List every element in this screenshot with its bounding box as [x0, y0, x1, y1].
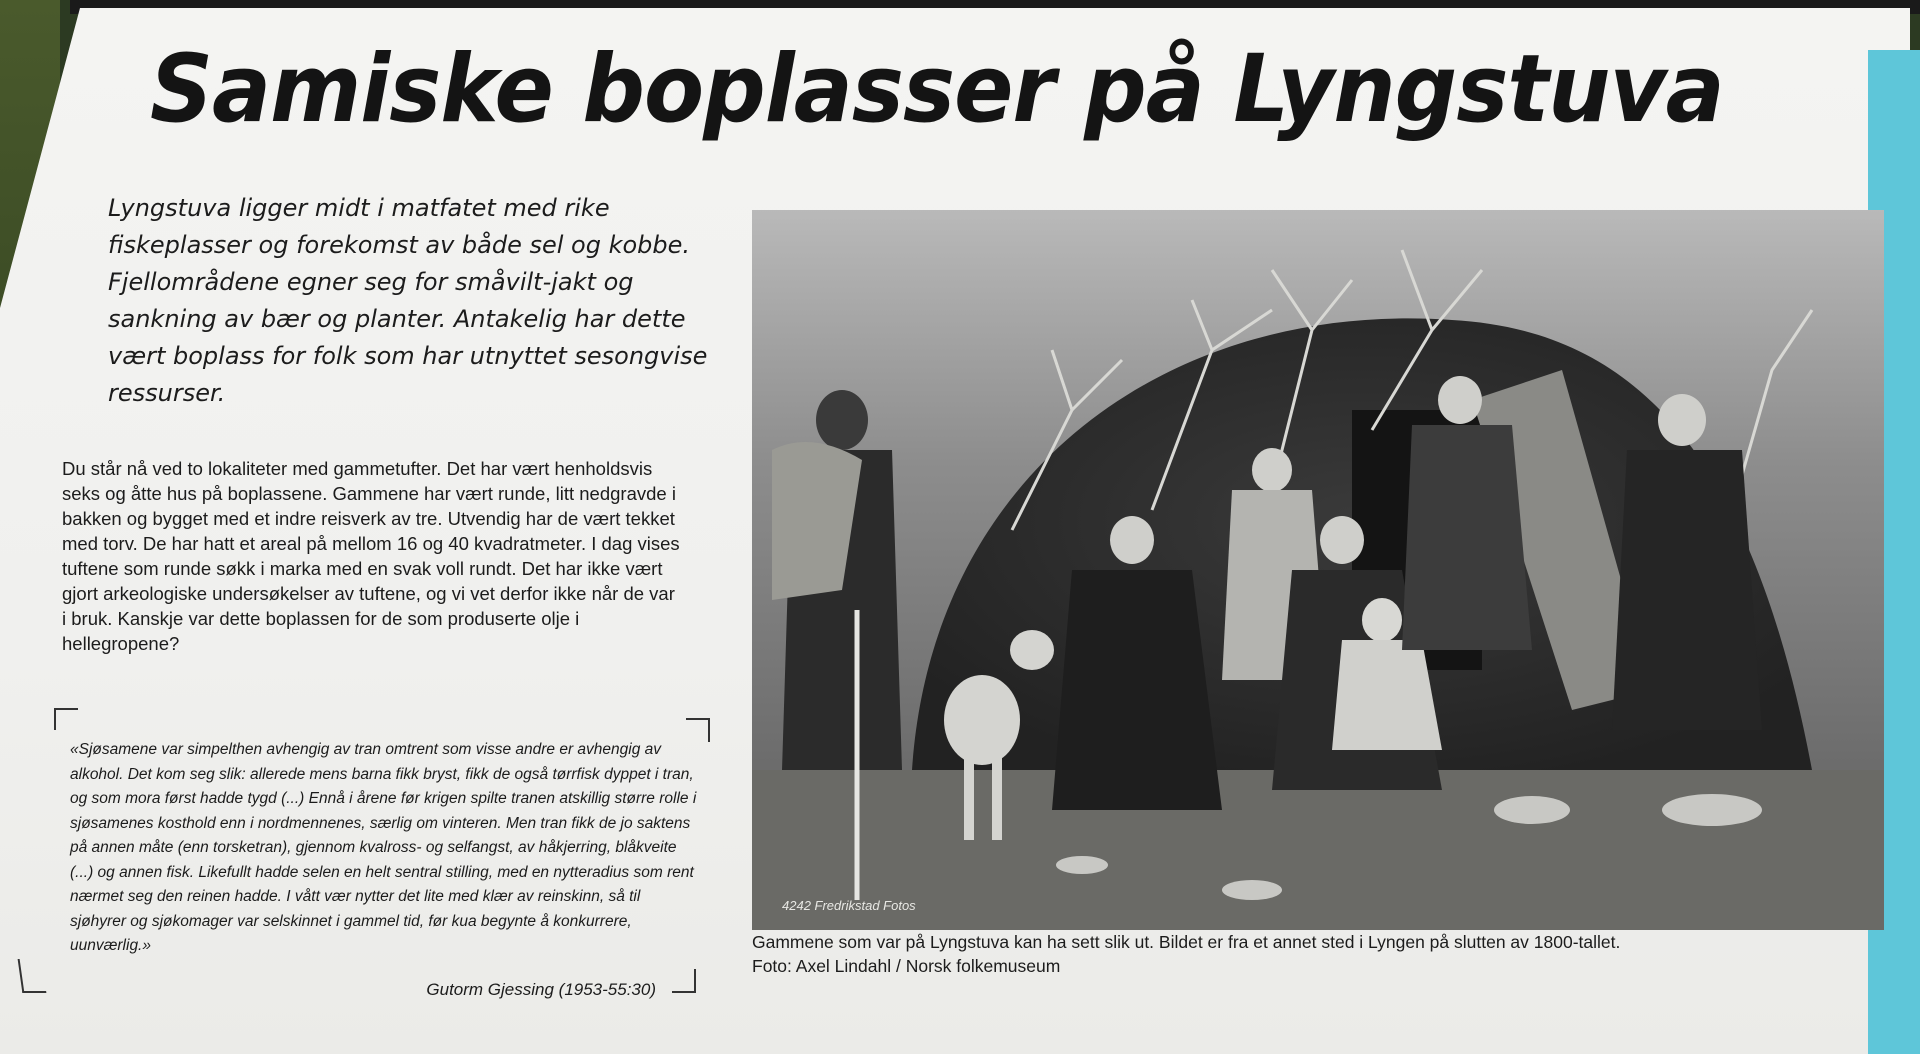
caption-line-2: Foto: Axel Lindahl / Norsk folkemuseum [752, 956, 1061, 976]
quote-box [20, 708, 710, 999]
quote-author: Gutorm Gjessing (1953-55:30) [426, 980, 656, 999]
photo-archive-label: 4242 Fredrikstad Fotos [782, 898, 916, 913]
quote-text: «Sjøsamene var simpelthen avhengig av tran omtrent som visse andre er avhengig av alkohol. Det kom seg slik: allerede mens barna fikk bryst, fikk de også tørrfisk dyppet i tran, og som mora først hadde tygd (...) Ennå i årene før krigen spilte tranen atskillig større rolle i sjøsamenes kosthold enn i nordmennenes, særlig om vinteren. Men tran fikk de jo saktens på annen måte (enn torsketran), gjennom kvalross- og selfangst, av håkjerring, blåkveite (...) og annen fisk. Likefullt hadde selen en helt sentral stilling, med en nytteradius som rent nærmet seg den reinen hadde. I vått vær nytter det lite med klær av reinskinn, så til sjøhyrer og sjøkomager var selskinnet i gammel tid, før kua begynte å konkurrere, uunværlig.» [70, 741, 697, 954]
intro-paragraph: Lyngstuva ligger midt i matfatet med rike fiskeplasser og forekomst av både sel og kobbe. Fjellområdene egner seg for småvilt-jakt og sankning av bær og planter. Antakelig har dette vært boplass for folk som har utnyttet sesongvise ressurser. [108, 194, 708, 407]
caption-line-1: Gammene som var på Lyngstuva kan ha sett slik ut. Bildet er fra et annet sted i Lyngen på slutten av 1800-tallet. [752, 932, 1621, 952]
sign-title: Samiske boplasser på Lyngstuva [150, 35, 1724, 144]
quote-bracket-bottom-left [18, 959, 47, 993]
quote-bracket-bottom-right [672, 969, 696, 993]
photo-illustration [752, 210, 1884, 930]
historic-photo [752, 210, 1884, 930]
quote-bracket-top-left [54, 708, 78, 730]
body-paragraph: Du står nå ved to lokaliteter med gammetufter. Det har vært henholdsvis seks og åtte hus på boplassene. Gammene har vært runde, litt nedgravde i bakken og bygget med et indre reisverk av tre. Utvendig har de vært tekket med torv. De har hatt et areal på mellom 16 og 40 kvadratmeter. I dag vises tuftene som runde søkk i marka med en svak voll rundt. Det har ikke vært gjort arkeologiske undersøkelser av tuftene, og vi vet derfor ikke når de var i bruk. Kanskje var dette boplassen for de som produserte olje i hellegropene? [62, 458, 680, 654]
photo-ground [752, 770, 1884, 930]
photo-caption [752, 930, 1872, 978]
